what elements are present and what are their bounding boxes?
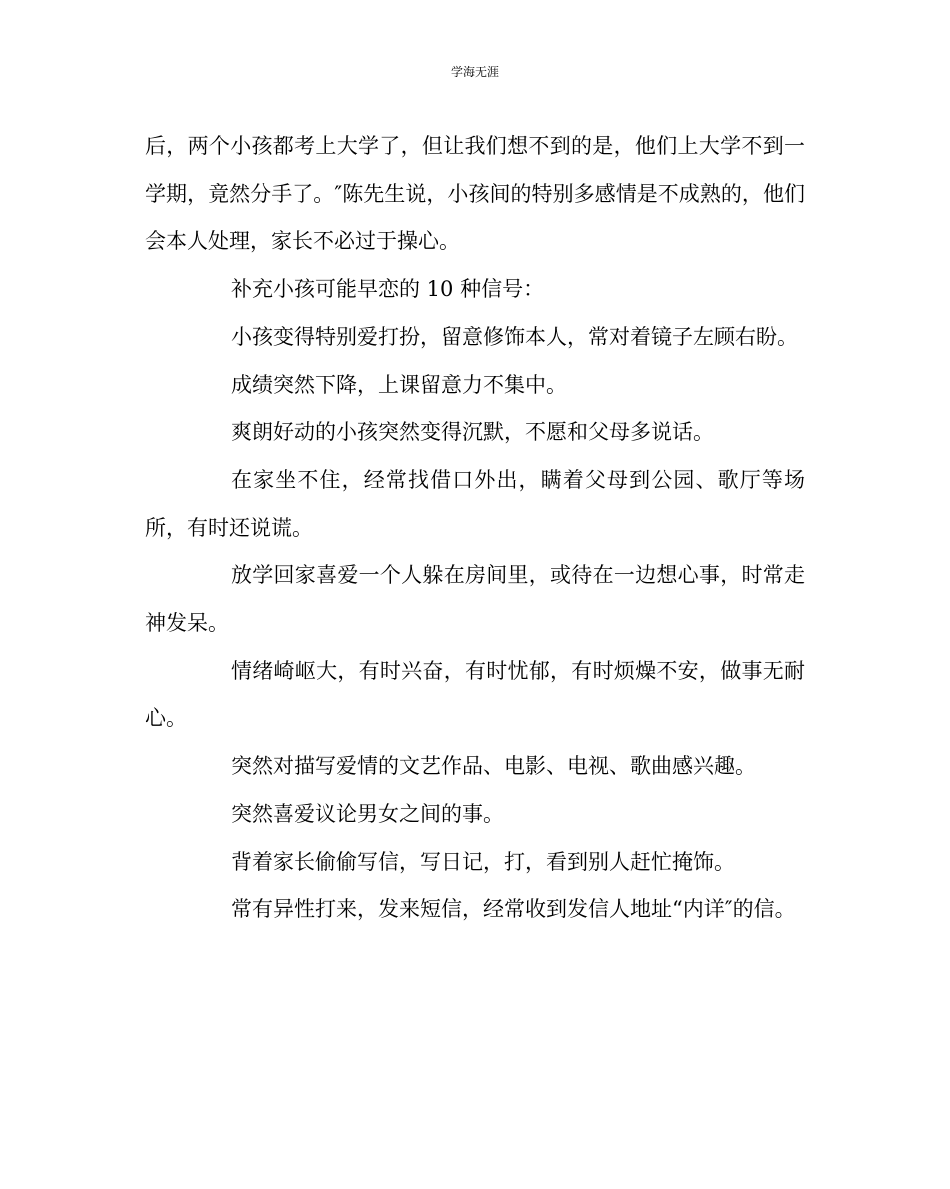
paragraph: 后，两个小孩都考上大学了，但让我们想不到的是，他们上大学不到一学期，竟然分手了。″陈先生说，小孩间的特别多感情是不成熟的，他们会本人处理，家长不必过于操心。	[145, 134, 805, 254]
signal-item: 突然对描写爱情的文艺作品、电影、电视、歌曲感兴趣。	[231, 754, 756, 779]
signal-item: 小孩变得特别爱打扮，留意修饰本人，常对着镜子左顾右盼。	[231, 324, 798, 349]
signal-item: 成绩突然下降，上课留意力不集中。	[231, 372, 567, 397]
signal-item: 常有异性打来，发来短信，经常收到发信人地址“内详″的信。	[231, 897, 796, 922]
signal-item: 情绪崎岖大，有时兴奋，有时忧郁，有时烦燥不安，做事无耐心。	[145, 658, 805, 731]
signal-item: 突然喜爱议论男女之间的事。	[231, 801, 504, 826]
signal-item: 爽朗好动的小孩突然变得沉默，不愿和父母多说话。	[231, 420, 714, 445]
page-header: 学海无涯	[450, 65, 499, 79]
signal-item: 放学回家喜爱一个人躲在房间里，或待在一边想心事，时常走神发呆。	[145, 563, 805, 636]
signal-item: 在家坐不住，经常找借口外出，瞒着父母到公园、歌厅等场所，有时还说谎。	[145, 467, 805, 540]
signal-item: 背着家长偷偷写信，写日记，打，看到别人赶忙掩饰。	[231, 849, 735, 874]
body-text	[145, 123, 805, 934]
paragraph-signals-intro: 补充小孩可能早恋的 10 种信号：	[231, 277, 545, 302]
